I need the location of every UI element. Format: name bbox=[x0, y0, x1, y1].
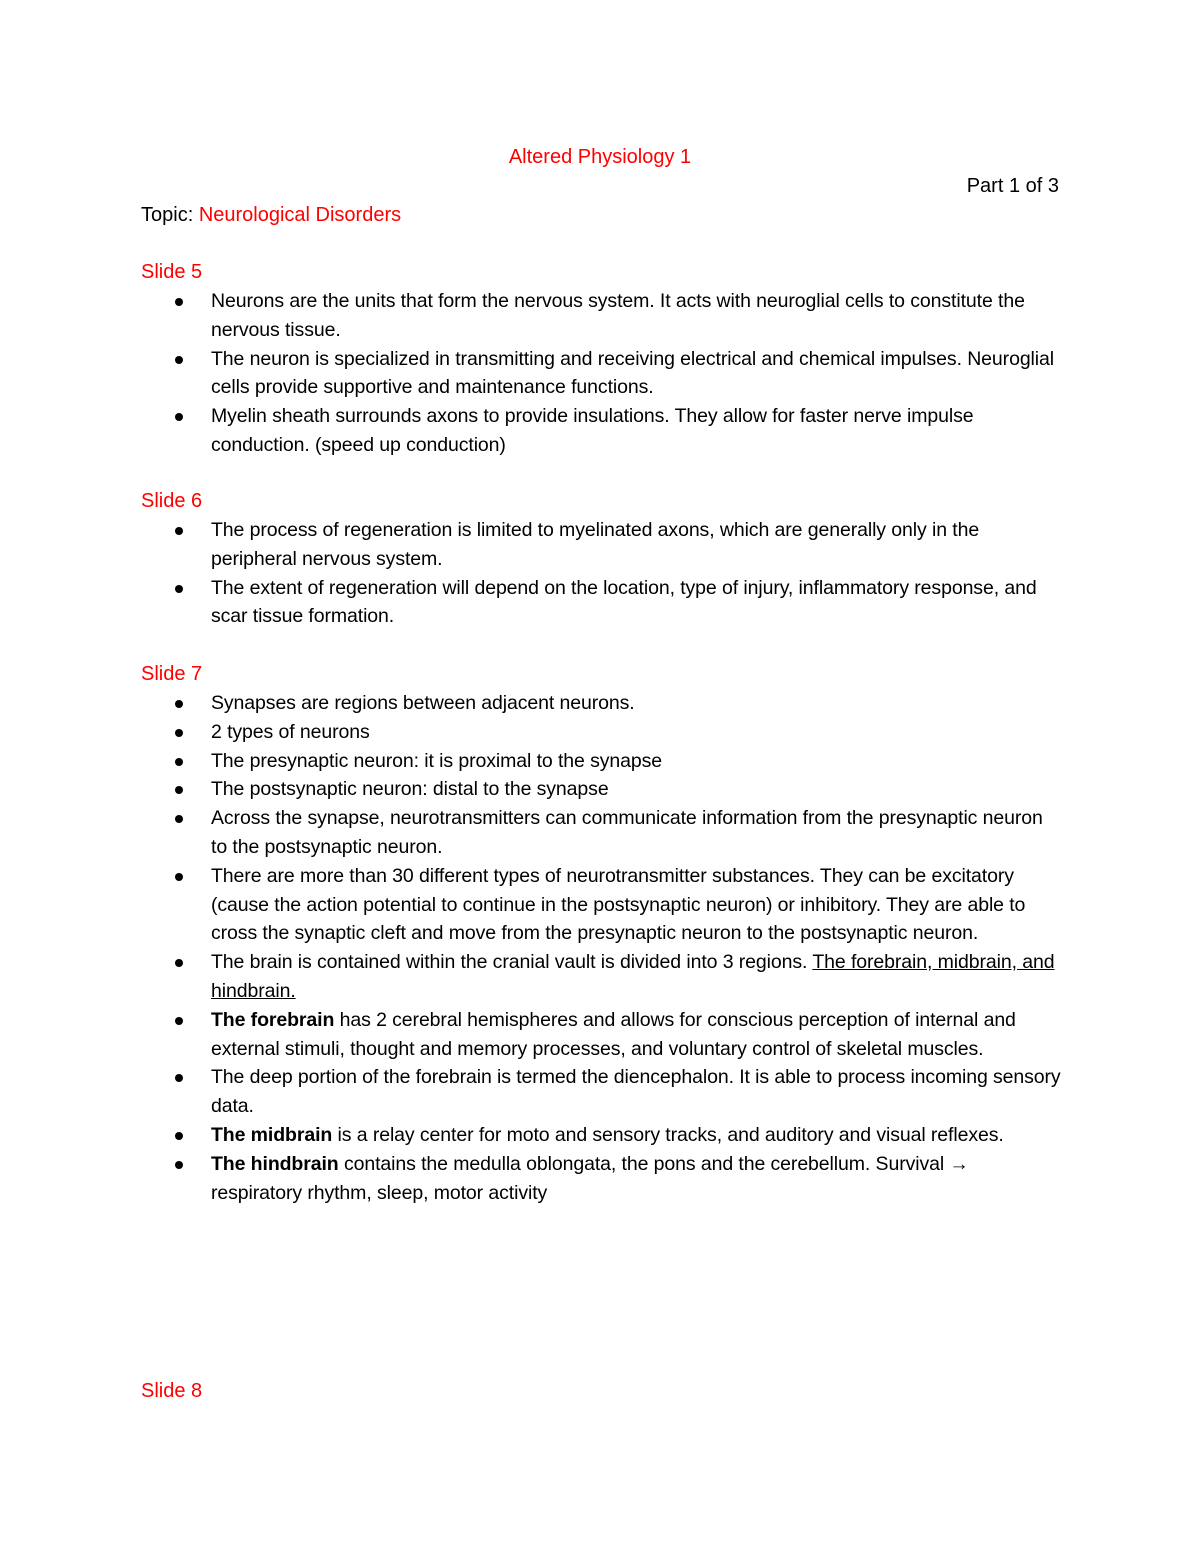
list-item: The postsynaptic neuron: distal to the synapse bbox=[141, 775, 1061, 804]
midbrain-term: The midbrain bbox=[211, 1123, 333, 1146]
hindbrain-term: The hindbrain bbox=[211, 1152, 339, 1175]
list-item: Neurons are the units that form the nervous system. It acts with neuroglial cells to constitute the nervous tissue. bbox=[141, 287, 1061, 345]
list-item: The presynaptic neuron: it is proximal to the synapse bbox=[141, 747, 1061, 776]
slide-7-section bbox=[141, 660, 1061, 1207]
topic-label: Topic: bbox=[141, 204, 194, 226]
list-item: Across the synapse, neurotransmitters can communicate information from the presynaptic neuron to the postsynaptic neuron. bbox=[141, 804, 1061, 862]
slide-6-section bbox=[141, 487, 1061, 631]
slide-7-heading: Slide 7 bbox=[141, 663, 203, 685]
list-item: The brain is contained within the cranial vault is divided into 3 regions. The forebrain, midbrain, and hindbrain. bbox=[141, 948, 1061, 1006]
slide-5-heading: Slide 5 bbox=[141, 261, 203, 283]
slide-6-bullets bbox=[141, 516, 1061, 631]
bullet-icon bbox=[175, 298, 183, 306]
document-title: Altered Physiology 1 bbox=[508, 146, 692, 168]
topic-line bbox=[141, 201, 401, 229]
list-item: The deep portion of the forebrain is termed the diencephalon. It is able to process incoming sensory data. bbox=[141, 1063, 1061, 1121]
bullet-icon bbox=[175, 758, 183, 766]
bullet-icon bbox=[175, 1161, 183, 1169]
list-item: The extent of regeneration will depend on the location, type of injury, inflammatory response, and scar tissue formation. bbox=[141, 574, 1061, 632]
bullet-icon bbox=[175, 585, 183, 593]
list-item: The neuron is specialized in transmitting and receiving electrical and chemical impulses. Neuroglial cells provide supportive and maintenance functions. bbox=[141, 345, 1061, 403]
brain-regions-underlined: The forebrain, midbrain, and hindbrain. bbox=[211, 951, 1055, 1002]
slide-6-heading: Slide 6 bbox=[141, 490, 203, 512]
bullet-icon bbox=[175, 1132, 183, 1140]
slide-8-section bbox=[141, 1377, 1061, 1406]
bullet-icon bbox=[175, 700, 183, 708]
bullet-icon bbox=[175, 1074, 183, 1082]
slide-8-heading: Slide 8 bbox=[141, 1380, 203, 1402]
slide-7-bullets bbox=[141, 689, 1061, 1207]
forebrain-term: The forebrain bbox=[211, 1008, 335, 1031]
bullet-icon bbox=[175, 356, 183, 364]
slide-5-section bbox=[141, 258, 1061, 460]
bullet-icon bbox=[175, 873, 183, 881]
topic-value: Neurological Disorders bbox=[198, 204, 402, 226]
list-item: 2 types of neurons bbox=[141, 718, 1061, 747]
list-item: There are more than 30 different types of neurotransmitter substances. They can be excitatory (cause the action potential to continue in the postsynaptic neuron) or inhibitory. They are able to cross the synaptic cleft and move from the presynaptic neuron to the postsynaptic neuron. bbox=[141, 862, 1061, 948]
bullet-icon bbox=[175, 413, 183, 421]
list-item: The forebrain has 2 cerebral hemispheres and allows for conscious perception of internal and external stimuli, thought and memory processes, and voluntary control of skeletal muscles. bbox=[141, 1006, 1061, 1064]
list-item: Synapses are regions between adjacent neurons. bbox=[141, 689, 1061, 718]
bullet-icon bbox=[175, 959, 183, 967]
list-item: The hindbrain contains the medulla oblongata, the pons and the cerebellum. Survival → respiratory rhythm, sleep, motor activity bbox=[141, 1150, 1061, 1208]
bullet-icon bbox=[175, 1017, 183, 1025]
part-indicator: Part 1 of 3 bbox=[966, 175, 1059, 197]
list-item: The process of regeneration is limited to myelinated axons, which are generally only in the peripheral nervous system. bbox=[141, 516, 1061, 574]
list-item: The midbrain is a relay center for moto and sensory tracks, and auditory and visual reflexes. bbox=[141, 1121, 1061, 1150]
bullet-icon bbox=[175, 527, 183, 535]
bullet-icon bbox=[175, 786, 183, 794]
list-item: Myelin sheath surrounds axons to provide insulations. They allow for faster nerve impulse conduction. (speed up conduction) bbox=[141, 402, 1061, 460]
bullet-icon bbox=[175, 729, 183, 737]
slide-5-bullets bbox=[141, 287, 1061, 460]
bullet-icon bbox=[175, 815, 183, 823]
